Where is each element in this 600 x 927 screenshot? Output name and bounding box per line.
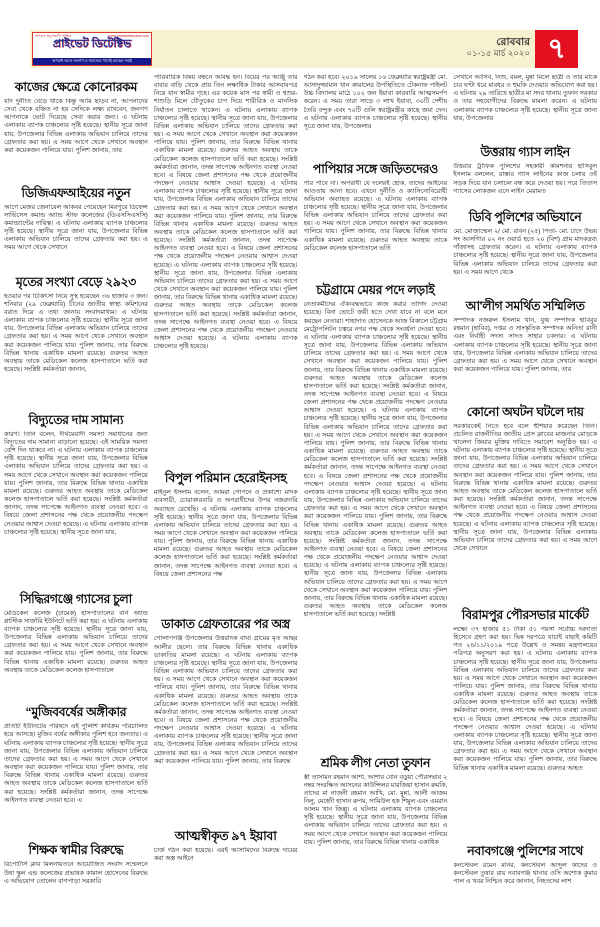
- logo-title: প্রাইভেট ডিটেক্টিভ: [52, 38, 132, 50]
- article-headline: শ্রমিক লীগ নেতা তুফান: [320, 755, 430, 770]
- article-continuation: পারিবারিক বিষয় বন্ধনে আবদ্ধ হন। বিয়ের পর আঞ্জু তার বাবার বাড়ি থেকে প্রায় তিন লক্ষাধিক টাকার আসবাবপত্র নিয়ে যান স্বামীর গৃহে। এর কয়েক মাস পর স্বামী ও শ্বশুর-শাশুড়ি মিলে যৌতুকের চাপ দিয়ে শারীরিক ও মানসিক নির্যাতন চালাতে থাকেন। এ ঘটনায় এলাকায় ব্যাপক চাঞ্চল্যের সৃষ্টি হয়েছে। স্থানীয় সূত্রে জানা যায়, উপজেলার বিভিন্ন এলাকায় অভিযান চালিয়ে তাদের গ্রেফতার করা হয়। এ সময় আগে থেকে সেখানে অবস্থান করা কয়েকজন পালিয়ে যায়। পুলিশ জানায়, তার বিরুদ্ধে বিভিন্ন থানায় একাধিক মামলা রয়েছে। গুরুতর আহত অবস্থায় তাকে মেডিকেল কলেজ হাসপাতালে ভর্তি করা হয়েছে। সংশ্লিষ্ট কর্মকর্তারা জানান, তদন্ত সাপেক্ষে আইনগত ব্যবস্থা নেওয়া হবে। এ বিষয়ে জেলা প্রশাসনের পক্ষ থেকে প্রয়োজনীয় পদক্ষেপ নেওয়ার আশ্বাস দেওয়া হয়েছে। এ ঘটনায় এলাকায় ব্যাপক চাঞ্চল্যের সৃষ্টি হয়েছে। স্থানীয় সূত্রে জানা যায়, উপজেলার বিভিন্ন এলাকায় অভিযান চালিয়ে তাদের গ্রেফতার করা হয়। এ সময় আগে থেকে সেখানে অবস্থান করা কয়েকজন পালিয়ে যায়। পুলিশ জানায়, তার বিরুদ্ধে বিভিন্ন থানায় একাধিক মামলা রয়েছে। গুরুতর আহত অবস্থায় তাকে মেডিকেল কলেজ হাসপাতালে ভর্তি করা হয়েছে। সংশ্লিষ্ট কর্মকর্তারা জানান, তদন্ত সাপেক্ষে আইনগত ব্যবস্থা নেওয়া হবে। এ বিষয়ে জেলা প্রশাসনের পক্ষ থেকে প্রয়োজনীয় পদক্ষেপ নেওয়ার আশ্বাস দেওয়া হয়েছে। এ ঘটনায় এলাকায় ব্যাপক চাঞ্চল্যের সৃষ্টি হয়েছে। স্থানীয় সূত্রে জানা যায়, উপজেলার বিভিন্ন এলাকায় অভিযান চালিয়ে তাদের গ্রেফতার করা হয়। এ সময় আগে থেকে সেখানে অবস্থান করা কয়েকজন পালিয়ে যায়। পুলিশ জানায়, তার বিরুদ্ধে বিভিন্ন থানায় একাধিক মামলা রয়েছে। গুরুতর আহত অবস্থায় তাকে মেডিকেল কলেজ হাসপাতালে ভর্তি করা হয়েছে। সংশ্লিষ্ট কর্মকর্তারা জানান, তদন্ত সাপেক্ষে আইনগত ব্যবস্থা নেওয়া হবে। এ বিষয়ে জেলা প্রশাসনের পক্ষ থেকে প্রয়োজনীয় পদক্ষেপ নেওয়ার আশ্বাস দেওয়া হয়েছে। এ ঘটনায় এলাকায় ব্যাপক চাঞ্চল্যের সৃষ্টি হয়েছে।: [153, 74, 298, 351]
- article-body: সম্পাদক নজরুল ইসলাম খান, যুগ্ম সম্পাদক হাবিবুর রহমান (হাবিব), দপ্তর ও সাংস্কৃতিক সম্পাদক অনিতা রানী এবং নির্বাহী সদস্য সাদত সাহার চকদার। এ ঘটনায় এলাকায় ব্যাপক চাঞ্চল্যের সৃষ্টি হয়েছে। স্থানীয় সূত্রে জানা যায়, উপজেলার বিভিন্ন এলাকায় অভিযান চালিয়ে তাদের গ্রেফতার করা হয়। এ সময় আগে থেকে সেখানে অবস্থান করা কয়েকজন পালিয়ে যায়। পুলিশ জানায়, তার: [453, 317, 597, 374]
- article-body: মাইনুল ইসলাম বলেন, আমরা গোপনে ও প্রকাশ্যে মাদক ব্যবসায়ী, চোরাকারবারি ও অপরাধীদের উপর নজরদারি অব্যাহত রেখেছি। এ ঘটনায় এলাকায় ব্যাপক চাঞ্চল্যের সৃষ্টি হয়েছে। স্থানীয় সূত্রে জানা যায়, উপজেলার বিভিন্ন এলাকায় অভিযান চালিয়ে তাদের গ্রেফতার করা হয়। এ সময় আগে থেকে সেখানে অবস্থান করা কয়েকজন পালিয়ে যায়। পুলিশ জানায়, তার বিরুদ্ধে বিভিন্ন থানায় একাধিক মামলা রয়েছে। গুরুতর আহত অবস্থায় তাকে মেডিকেল কলেজ হাসপাতালে ভর্তি করা হয়েছে। সংশ্লিষ্ট কর্মকর্তারা জানান, তদন্ত সাপেক্ষে আইনগত ব্যবস্থা নেওয়া হবে। এ বিষয়ে জেলা প্রশাসনের পক্ষ: [153, 489, 298, 578]
- news-column-1: [4, 74, 148, 894]
- article-body: মো. মোজাম্মেল ২/ মো. রবিন (২৫) পিতা- মো. চাদে উভয় সং আসগিার ০২ নং ওয়ার্ড হতে ২০ (বিশ) গ্রাম মাদকদ্রব্য গাঁজাসহ গ্রেফতার করেন। এ ঘটনায় এলাকায় ব্যাপক চাঞ্চল্যের সৃষ্টি হয়েছে। স্থানীয় সূত্রে জানা যায়, উপজেলার বিভিন্ন এলাকায় অভিযান চালিয়ে তাদের গ্রেফতার করা হয়। এ সময় আগে থেকে: [453, 227, 597, 276]
- issue-day: রোববার: [496, 36, 530, 48]
- news-column-4: [453, 74, 597, 894]
- article-headline: উত্তরায় গ্যাস লাইন: [480, 145, 570, 160]
- article-body: গোলাপগঞ্জ উপজেলার উত্তরদিক বাঘা গ্রামের মৃত আছর আলীর ছেলে। তার বিরুদ্ধে বিভিন্ন থানায় একাধিক ডাকাতির মামলা রয়েছে। এ ঘটনায় এলাকায় ব্যাপক চাঞ্চল্যের সৃষ্টি হয়েছে। স্থানীয় সূত্রে জানা যায়, উপজেলার বিভিন্ন এলাকায় অভিযান চালিয়ে তাদের গ্রেফতার করা হয়। এ সময় আগে থেকে সেখানে অবস্থান করা কয়েকজন পালিয়ে যায়। পুলিশ জানায়, তার বিরুদ্ধে বিভিন্ন থানায় একাধিক মামলা রয়েছে। গুরুতর আহত অবস্থায় তাকে মেডিকেল কলেজ হাসপাতালে ভর্তি করা হয়েছে। সংশ্লিষ্ট কর্মকর্তারা জানান, তদন্ত সাপেক্ষে আইনগত ব্যবস্থা নেওয়া হবে। এ বিষয়ে জেলা প্রশাসনের পক্ষ থেকে প্রয়োজনীয় পদক্ষেপ নেওয়ার আশ্বাস দেওয়া হয়েছে। এ ঘটনায় এলাকায় ব্যাপক চাঞ্চল্যের সৃষ্টি হয়েছে। স্থানীয় সূত্রে জানা যায়, উপজেলার বিভিন্ন এলাকায় অভিযান চালিয়ে তাদের গ্রেফতার করা হয়। এ সময় আগে থেকে সেখানে অবস্থান করা কয়েকজন পালিয়ে যায়। পুলিশ জানায়, তার বিরুদ্ধে: [153, 635, 298, 765]
- article-headline: বিরামপুর পৌরসভার মার্কেট: [461, 607, 589, 622]
- article-body: পার পাবে না। অপরাধী যে দলেরই হোক, তাদের আইনের আওতায় আনা হবে। এখনে দুর্নীতি ও ক্যাসিনোবিরোধী অভিযান অব্যাহত রয়েছে। এ ঘটনায় এলাকায় ব্যাপক চাঞ্চল্যের সৃষ্টি হয়েছে। স্থানীয় সূত্রে জানা যায়, উপজেলার বিভিন্ন এলাকায় অভিযান চালিয়ে তাদের গ্রেফতার করা হয়। এ সময় আগে থেকে সেখানে অবস্থান করা কয়েকজন পালিয়ে যায়। পুলিশ জানায়, তার বিরুদ্ধে বিভিন্ন থানায় একাধিক মামলা রয়েছে। গুরুতর আহত অবস্থায় তাকে মেডিকেল কলেজ হাসপাতালে ভর্তি: [303, 179, 448, 252]
- article-headline: কাজের ক্ষেত্রে কোনোরকম: [14, 80, 137, 94]
- article-headline: শিক্ষক স্বামীর বিরুদ্ধে: [28, 843, 124, 858]
- article-body: আগে মেজর জেনারেল আকবর পেয়েছেন মিরপুরে ডিফেন্স সার্ভিসেস কমান্ড অ্যান্ড স্টাফ কলেজের (ডিএসসিএসসি) কমান্ড্যান্টের দায়িত্ব। এ ঘটনায় এলাকায় ব্যাপক চাঞ্চল্যের সৃষ্টি হয়েছে। স্থানীয় সূত্রে জানা যায়, উপজেলার বিভিন্ন এলাকায় অভিযান চালিয়ে তাদের গ্রেফতার করা হয়। এ সময় আগে থেকে সেখানে: [4, 203, 148, 252]
- article-body: উত্তরার ট্রাফিক পুলিশের সহকারী কমিশনার হাসিবুল ইসলাম বললেন, রাস্তার গ্যাস লাইনের কাজ চলায় ওই সড়ক দিয়ে যান চলাচল বন্ধ করে দেওয়া হয়। পরে তিতাস গ্যাসের লোকজন এসে লাইন মেরামত: [453, 163, 597, 195]
- article-body: কনস্টেবল রমেন মনির, কনস্টেবল আব্দুল কাদের ও কনস্টেবল তুষার রায় নবাবগঞ্জ থানার ওসি অশোক কুমার পাল এ খবর নিশ্চিত করে জানান, নিহতদের লাশ: [453, 861, 597, 886]
- article-body: কারণ। তিনি বলেন, দীর্ঘমেয়াদী সমস্যা সমাধানের জন্য বিদ্যুতের দাম সামান্য বাড়ানো হয়েছে। এই সাময়িক সমস্যা বেশি দিন থাকবে না। এ ঘটনায় এলাকায় ব্যাপক চাঞ্চল্যের সৃষ্টি হয়েছে। স্থানীয় সূত্রে জানা যায়, উপজেলার বিভিন্ন এলাকায় অভিযান চালিয়ে তাদের গ্রেফতার করা হয়। এ সময় আগে থেকে সেখানে অবস্থান করা কয়েকজন পালিয়ে যায়। পুলিশ জানায়, তার বিরুদ্ধে বিভিন্ন থানায় একাধিক মামলা রয়েছে। গুরুতর আহত অবস্থায় তাকে মেডিকেল কলেজ হাসপাতালে ভর্তি করা হয়েছে। সংশ্লিষ্ট কর্মকর্তারা জানান, তদন্ত সাপেক্ষে আইনগত ব্যবস্থা নেওয়া হবে। এ বিষয়ে জেলা প্রশাসনের পক্ষ থেকে প্রয়োজনীয় পদক্ষেপ নেওয়ার আশ্বাস দেওয়া হয়েছে। এ ঘটনায় এলাকায় ব্যাপক চাঞ্চল্যের সৃষ্টি হয়েছে। স্থানীয় সূত্রে জানা যায়,: [4, 430, 148, 536]
- logo-top-left-text: অপরাধ অনুসন্ধানী পাক্ষিক: [35, 34, 72, 38]
- article-headline: ডাকাত গ্রেফতারের পর অস্ত্র: [161, 617, 290, 632]
- article-headline: আত্মস্বীকৃত ৯৭ ইয়াবা: [174, 828, 277, 843]
- news-column-3: [304, 74, 448, 894]
- article-continuation: গঠন করা হবে। ২০১৯ সালের ১৬ ফেব্রুয়ারি স্বরাষ্ট্রমন্ত্রী মো. আসাদুজ্জামান খান কামালের উপস্থিতিতে টেকনাফ পাইলট উচ্চ বিদ্যালয় মাঠে ১০২ জন ইয়াবা কারবারি আত্মসমর্পণ করেন। এ সময় তারা সাড়ে ৩ লাখ ইয়াবা, ৩০টি দেশীয় তৈরি বন্দুক এবং ৭০টি গুলি স্বরাষ্ট্রমন্ত্রীর কাছে জমা দেন। এ ঘটনায় এলাকায় ব্যাপক চাঞ্চল্যের সৃষ্টি হয়েছে। স্থানীয় সূত্রে জানা যায়, উপজেলার: [303, 74, 448, 130]
- issue-date: ০১-১৫ মার্চ ২০২০: [466, 48, 530, 58]
- article-body: স্ত্রী তাসমিন রহমান আশা, আশার বোন বড়ুয়া পৌরসভার ২ নম্বর সংরক্ষিত আসনের কাউন্সিলর মারজিয়া হাসান রুমকি, তাদের মা নাজনী রহমান আখি, মো. মুন্না, আলী আজম নিলু, মেহেদী হাসান রুপম, সামিউল হক শিমুল এবং এমরান আলম খান জিল্লু। এ ঘটনায় এলাকায় ব্যাপক চাঞ্চল্যের সৃষ্টি হয়েছে। স্থানীয় সূত্রে জানা যায়, উপজেলার বিভিন্ন এলাকায় অভিযান চালিয়ে তাদের গ্রেফতার করা হয়। এ সময় আগে থেকে সেখানে অবস্থান করা কয়েকজন পালিয়ে যায়। পুলিশ জানায়, তার বিরুদ্ধে বিভিন্ন থানায় একাধিক: [303, 773, 448, 846]
- article-body: রিপোর্টার্স ক্লাব মিলনায়তনে আয়োজিত সংবাদ সম্মেলনে উষা স্কুল এন্ড কলেজের প্রভাষক কামাল হোসেনের বিরুদ্ধে এ অভিযোগ তোলেন বাগপাড়া সরকারি: [4, 861, 148, 885]
- page-number: ৭: [547, 32, 566, 65]
- article-headline: বিদ্যুতের দাম সামান্য: [28, 412, 124, 427]
- page-number-box: [535, 30, 578, 68]
- article-headline: পাপিয়ার সঙ্গে জড়িতদেরও: [312, 161, 438, 176]
- article-body: মেডিকেল কলেজ (ঢামেক) হাসপাতালের বার্ন অ্যান্ড প্লাস্টিক সার্জারি ইউনিটে ভর্তি করা হয়। এ ঘটনায় এলাকায় ব্যাপক চাঞ্চল্যের সৃষ্টি হয়েছে। স্থানীয় সূত্রে জানা যায়, উপজেলার বিভিন্ন এলাকায় অভিযান চালিয়ে তাদের গ্রেফতার করা হয়। এ সময় আগে থেকে সেখানে অবস্থান করা কয়েকজন পালিয়ে যায়। পুলিশ জানায়, তার বিরুদ্ধে বিভিন্ন থানায় একাধিক মামলা রয়েছে। গুরুতর আহত অবস্থায় তাকে মেডিকেল কলেজ হাসপাতালে: [4, 609, 148, 674]
- article-headline: নবাবগঞ্জে পুলিশের সাথে: [467, 843, 583, 858]
- article-headline: কোনো অঘটন ঘটলে দায়: [466, 404, 584, 419]
- article-headline: “মুজিববর্ষের অঙ্গীকার: [25, 705, 127, 720]
- article-headline: ডিবি পুলিশের অভিযানে: [468, 209, 582, 224]
- article-body: সরকারকেই নিতে হবে বলে হুঁশিয়ার করেছেন তিনি। প্রচলিত রাজনীতির জাতীয় প্রেস ক্লাবের মাজনার মোড়কে খালেদা জিয়ার মুক্তির দাবিতে সমাবেশ অনুষ্ঠিত হয়। এ ঘটনায় এলাকায় ব্যাপক চাঞ্চল্যের সৃষ্টি হয়েছে। স্থানীয় সূত্রে জানা যায়, উপজেলার বিভিন্ন এলাকায় অভিযান চালিয়ে তাদের গ্রেফতার করা হয়। এ সময় আগে থেকে সেখানে অবস্থান করা কয়েকজন পালিয়ে যায়। পুলিশ জানায়, তার বিরুদ্ধে বিভিন্ন থানায় একাধিক মামলা রয়েছে। গুরুতর আহত অবস্থায় তাকে মেডিকেল কলেজ হাসপাতালে ভর্তি করা হয়েছে। সংশ্লিষ্ট কর্মকর্তারা জানান, তদন্ত সাপেক্ষে আইনগত ব্যবস্থা নেওয়া হবে। এ বিষয়ে জেলা প্রশাসনের পক্ষ থেকে প্রয়োজনীয় পদক্ষেপ নেওয়ার আশ্বাস দেওয়া হয়েছে। এ ঘটনায় এলাকায় ব্যাপক চাঞ্চল্যের সৃষ্টি হয়েছে। স্থানীয় সূত্রে জানা যায়, উপজেলার বিভিন্ন এলাকায় অভিযান চালিয়ে তাদের গ্রেফতার করা হয়। এ সময় আগে থেকে সেখানে: [453, 422, 597, 552]
- article-headline: ডিজিএফআইয়ের নতুন: [21, 185, 131, 200]
- article-body: লক্ষ্যে ৩৭ হাজার ৫১ টাকা ৫১ পয়সা সর্বোচ্চ দরদাতা হিসেবে গ্রহণ করা হয়। ভিন্ন দরপত্রে যাচাই বাছাই কমিটি গত ২৪/১১/২০১৯ পত্রে উল্লেখ ও সমন্বয় মন্ত্রণালয়ের পরিপত্র অনুসরণ করা হয়। এ ঘটনায় এলাকায় ব্যাপক চাঞ্চল্যের সৃষ্টি হয়েছে। স্থানীয় সূত্রে জানা যায়, উপজেলার বিভিন্ন এলাকায় অভিযান চালিয়ে তাদের গ্রেফতার করা হয়। এ সময় আগে থেকে সেখানে অবস্থান করা কয়েকজন পালিয়ে যায়। পুলিশ জানায়, তার বিরুদ্ধে বিভিন্ন থানায় একাধিক মামলা রয়েছে। গুরুতর আহত অবস্থায় তাকে মেডিকেল কলেজ হাসপাতালে ভর্তি করা হয়েছে। সংশ্লিষ্ট কর্মকর্তারা জানান, তদন্ত সাপেক্ষে আইনগত ব্যবস্থা নেওয়া হবে। এ বিষয়ে জেলা প্রশাসনের পক্ষ থেকে প্রয়োজনীয় পদক্ষেপ নেওয়ার আশ্বাস দেওয়া হয়েছে। এ ঘটনায় এলাকায় ব্যাপক চাঞ্চল্যের সৃষ্টি হয়েছে। স্থানীয় সূত্রে জানা যায়, উপজেলার বিভিন্ন এলাকায় অভিযান চালিয়ে তাদের গ্রেফতার করা হয়। এ সময় আগে থেকে সেখানে অবস্থান করা কয়েকজন পালিয়ে যায়। পুলিশ জানায়, তার বিরুদ্ধে বিভিন্ন থানায় একাধিক মামলা রয়েছে। গুরুতর আহত: [453, 625, 597, 772]
- logo-website-text: www.privatedetective.com: [108, 34, 149, 38]
- issue-date-block: [466, 36, 530, 59]
- news-column-2: [154, 74, 298, 894]
- article-headline: আ'লীগ সমর্থিত সম্মিলিত: [465, 299, 585, 314]
- article-columns: [4, 74, 597, 894]
- article-headline: মৃতের সংখ্যা বেড়ে ২৯২৩: [15, 274, 136, 289]
- article-body: প্রতিটি ইউনিটের পরিষদে এই পুলিশি কার্যক্রম পরিচালিত হয়ে আসছে। মুজিব বর্ষের অঙ্গীকার পুলিশ হবে জনতার। এ ঘটনায় এলাকায় ব্যাপক চাঞ্চল্যের সৃষ্টি হয়েছে। স্থানীয় সূত্রে জানা যায়, উপজেলার বিভিন্ন এলাকায় অভিযান চালিয়ে তাদের গ্রেফতার করা হয়। এ সময় আগে থেকে সেখানে অবস্থান করা কয়েকজন পালিয়ে যায়। পুলিশ জানায়, তার বিরুদ্ধে বিভিন্ন থানায় একাধিক মামলা রয়েছে। গুরুতর আহত অবস্থায় তাকে মেডিকেল কলেজ হাসপাতালে ভর্তি করা হয়েছে। সংশ্লিষ্ট কর্মকর্তারা জানান, তদন্ত সাপেক্ষে আইনগত ব্যবস্থা নেওয়া হবে। এ: [4, 723, 148, 804]
- article-body: হওয়ার পর চিকিৎসা নিয়ে সুস্থ হয়েছেন ৩৬ হাজার ৩ জন। শনিবার (২৯ ফেব্রুয়ারি) চীনের জাতীয় স্বাস্থ্য কমিশনের বরাত দিয়ে এ তথ্য জানায় সংবাদমাধ্যম। এ ঘটনায় এলাকায় ব্যাপক চাঞ্চল্যের সৃষ্টি হয়েছে। স্থানীয় সূত্রে জানা যায়, উপজেলার বিভিন্ন এলাকায় অভিযান চালিয়ে তাদের গ্রেফতার করা হয়। এ সময় আগে থেকে সেখানে অবস্থান করা কয়েকজন পালিয়ে যায়। পুলিশ জানায়, তার বিরুদ্ধে বিভিন্ন থানায় একাধিক মামলা রয়েছে। গুরুতর আহত অবস্থায় তাকে মেডিকেল কলেজ হাসপাতালে ভর্তি করা হয়েছে। সংশ্লিষ্ট কর্মকর্তারা জানান,: [4, 292, 148, 374]
- article-body: নেতাকর্মীদের ঐক্যবদ্ধভাবে কাজ করার তাগিদ দেওয়া হয়েছে। বিনা ভোটে জয়ী হতে দেখা যাবে না বলে মনে করছেন নেতারা। শাহাদাত হোসেনকে আজ বিকালে চট্টগ্রাম মেট্রোপলিটন চত্বরে নগর পক্ষ থেকে সংবর্ধনা দেওয়া হবে। এ ঘটনায় এলাকায় ব্যাপক চাঞ্চল্যের সৃষ্টি হয়েছে। স্থানীয় সূত্রে জানা যায়, উপজেলার বিভিন্ন এলাকায় অভিযান চালিয়ে তাদের গ্রেফতার করা হয়। এ সময় আগে থেকে সেখানে অবস্থান করা কয়েকজন পালিয়ে যায়। পুলিশ জানায়, তার বিরুদ্ধে বিভিন্ন থানায় একাধিক মামলা রয়েছে। গুরুতর আহত অবস্থায় তাকে মেডিকেল কলেজ হাসপাতালে ভর্তি করা হয়েছে। সংশ্লিষ্ট কর্মকর্তারা জানান, তদন্ত সাপেক্ষে আইনগত ব্যবস্থা নেওয়া হবে। এ বিষয়ে জেলা প্রশাসনের পক্ষ থেকে প্রয়োজনীয় পদক্ষেপ নেওয়ার আশ্বাস দেওয়া হয়েছে। এ ঘটনায় এলাকায় ব্যাপক চাঞ্চল্যের সৃষ্টি হয়েছে। স্থানীয় সূত্রে জানা যায়, উপজেলার বিভিন্ন এলাকায় অভিযান চালিয়ে তাদের গ্রেফতার করা হয়। এ সময় আগে থেকে সেখানে অবস্থান করা কয়েকজন পালিয়ে যায়। পুলিশ জানায়, তার বিরুদ্ধে বিভিন্ন থানায় একাধিক মামলা রয়েছে। গুরুতর আহত অবস্থায় তাকে মেডিকেল কলেজ হাসপাতালে ভর্তি করা হয়েছে। সংশ্লিষ্ট কর্মকর্তারা জানান, তদন্ত সাপেক্ষে আইনগত ব্যবস্থা নেওয়া হবে। এ বিষয়ে জেলা প্রশাসনের পক্ষ থেকে প্রয়োজনীয় পদক্ষেপ নেওয়ার আশ্বাস দেওয়া হয়েছে। এ ঘটনায় এলাকায় ব্যাপক চাঞ্চল্যের সৃষ্টি হয়েছে। স্থানীয় সূত্রে জানা যায়, উপজেলার বিভিন্ন এলাকায় অভিযান চালিয়ে তাদের গ্রেফতার করা হয়। এ সময় আগে থেকে সেখানে অবস্থান করা কয়েকজন পালিয়ে যায়। পুলিশ জানায়, তার বিরুদ্ধে বিভিন্ন থানায় একাধিক মামলা রয়েছে। গুরুতর আহত অবস্থায় তাকে মেডিকেল কলেজ হাসপাতালে ভর্তি করা হয়েছে। সংশ্লিষ্ট কর্মকর্তারা জানান, তদন্ত সাপেক্ষে আইনগত ব্যবস্থা নেওয়া হবে। এ বিষয়ে জেলা প্রশাসনের পক্ষ থেকে প্রয়োজনীয় পদক্ষেপ নেওয়ার আশ্বাস দেওয়া হয়েছে। এ ঘটনায় এলাকায় ব্যাপক চাঞ্চল্যের সৃষ্টি হয়েছে। স্থানীয় সূত্রে জানা যায়, উপজেলার বিভিন্ন এলাকায় অভিযান চালিয়ে তাদের গ্রেফতার করা হয়। এ সময় আগে থেকে সেখানে অবস্থান করা কয়েকজন পালিয়ে যায়। পুলিশ জানায়, তার বিরুদ্ধে বিভিন্ন থানায় একাধিক মামলা রয়েছে। গুরুতর আহত অবস্থায় তাকে মেডিকেল কলেজ হাসপাতালে ভর্তি করা হয়েছে। সংশ্লিষ্ট: [303, 301, 448, 619]
- logo-tagline: অপরাধ দমনে জনগণ ও সমাজের পাশেই আছেন সবাই: [33, 58, 151, 65]
- article-headline: বিপুল পরিমান হেরোইনসহ: [164, 471, 287, 486]
- newspaper-logo: [32, 32, 152, 66]
- article-body: চার্জ গঠন করা হয়েছে। এরই আসামিদের বিরুদ্ধে দায়ের করা অস্ত্র আইনে: [153, 846, 298, 863]
- article-continuation: সেখানে আসিব, নিশু, রমল, মুন্না মিলে ছাত্রী ও তার মাকে চার ঘণ্টা ধরে মারধর ও হুমকি দেওয়ার অভিযোগ করা হয়। এ ঘটনায় ২৯ তারিখে ছাত্রীর মা সদর থানায় তুফান সরকার ও তার সহযোগীদের বিরুদ্ধে মামলা করেন। এ ঘটনায় এলাকায় ব্যাপক চাঞ্চল্যের সৃষ্টি হয়েছে। স্থানীয় সূত্রে জানা যায়, উপজেলার: [453, 74, 597, 122]
- article-headline: সিদ্ধিরগঞ্জে গ্যাসের চুলা: [19, 591, 132, 606]
- article-body: যদি দুর্নীতি বেড়ে থাকে কিন্তু আমি ছাড়ব না, আপনাদের সেবা থেকে বঞ্চিত না হয় সেদিকে লক্ষ্য রাখবেন, জনগণ আপনাকে ভোট দিয়েছে সেবা করার জন্য। এ ঘটনায় এলাকায় ব্যাপক চাঞ্চল্যের সৃষ্টি হয়েছে। স্থানীয় সূত্রে জানা যায়, উপজেলার বিভিন্ন এলাকায় অভিযান চালিয়ে তাদের গ্রেফতার করা হয়। এ সময় আগে থেকে সেখানে অবস্থান করা কয়েকজন পালিয়ে যায়। পুলিশ জানায়, তার: [4, 98, 148, 154]
- article-headline: চট্টগ্রামে মেয়র পদে লড়াই: [316, 283, 435, 298]
